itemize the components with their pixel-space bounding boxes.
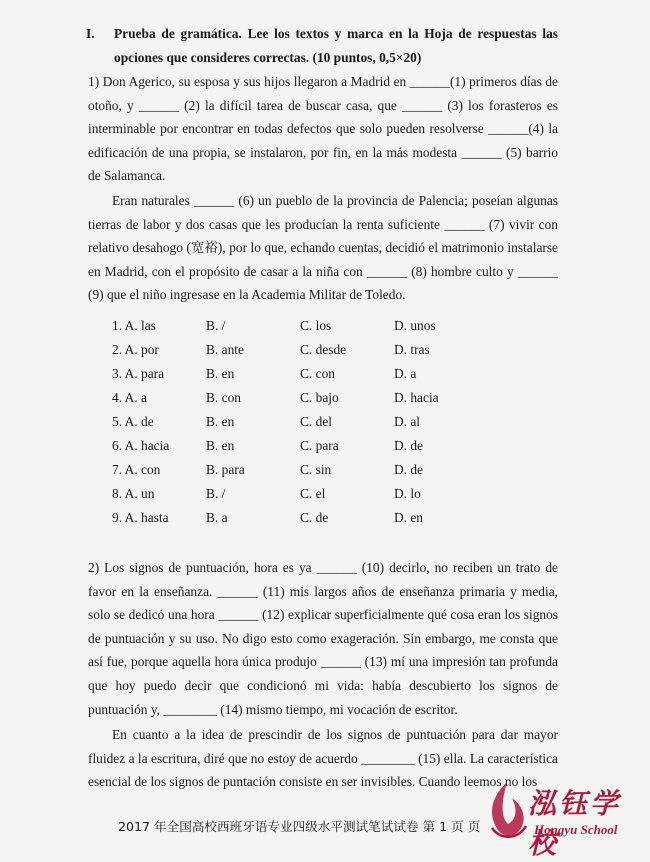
option-a: 2. A. por xyxy=(112,342,159,357)
option-a: 1. A. las xyxy=(112,318,156,333)
option-d: D. en xyxy=(394,510,424,525)
option-row xyxy=(112,486,512,508)
option-row xyxy=(112,390,512,412)
option-row xyxy=(112,438,512,460)
option-a: 9. A. hasta xyxy=(112,510,169,525)
logo-flame-icon xyxy=(482,776,532,842)
option-b: B. en xyxy=(206,438,235,453)
option-d: D. de xyxy=(394,438,424,453)
option-b: B. en xyxy=(206,366,235,381)
option-d: D. al xyxy=(394,414,421,429)
text2-paragraph-2: En cuanto a la idea de prescindir de los signos de puntuación para dar mayor fluidez a la escritura, diré que no estoy de acuerdo ________ (15) ella. La característica esencial de los signos de puntación consiste en ser invisibles. Cuando leemos no los xyxy=(88,727,558,790)
option-d: D. tras xyxy=(394,342,430,357)
option-a: 3. A. para xyxy=(112,366,165,381)
option-d: D. lo xyxy=(394,486,421,501)
option-d: D. de xyxy=(394,462,424,477)
option-c: C. los xyxy=(300,318,332,333)
option-b: B. para xyxy=(206,462,245,477)
text1-paragraph-1: 1) Don Agerico, su esposa y sus hijos llegaron a Madrid en ______(1) primeros días de otoño, y ______ (2) la difícil tarea de buscar casa, que ______ (3) los forasteros es interminable por encontrar en todas defectos que solo pueden resolverse ______(4) la edificación de una propia, se instalaron, por fin, en la más modesta ______ (5) barrio de Salamanca. xyxy=(88,74,558,184)
option-a: 4. A. a xyxy=(112,390,147,405)
option-c: C. bajo xyxy=(300,390,339,405)
logo-chinese-name: 泓钰学校 xyxy=(528,787,622,860)
option-d: D. a xyxy=(394,366,417,381)
option-d: D. unos xyxy=(394,318,436,333)
option-c: C. sin xyxy=(300,462,332,477)
option-c: C. con xyxy=(300,366,335,381)
option-a: 6. A. hacia xyxy=(112,438,170,453)
option-c: C. de xyxy=(300,510,329,525)
section-heading xyxy=(88,22,558,69)
page-footer: 2017 年全国高校西班牙语专业四级水平测试笔试试卷 第 1 页 页 xyxy=(118,819,481,834)
text1-paragraph-2: Eran naturales ______ (6) un pueblo de la provincia de Palencia; poseían algunas tierras de labor y dos casas que les producían la renta suficiente ______ (7) vivir con relativo desahogo (宽裕), por lo que, echando cuentas, decidió el matrimonio instalarse en Madrid, con el propósito de casar a la niña con ______ (8) hombre culto y ______ (9) que el niño ingresase en la Academia Militar de Toledo. xyxy=(88,193,558,303)
option-a: 8. A. un xyxy=(112,486,155,501)
option-row xyxy=(112,318,512,340)
option-b: B. ante xyxy=(206,342,244,357)
option-row xyxy=(112,462,512,484)
option-row xyxy=(112,414,512,436)
option-row xyxy=(112,510,512,532)
option-row xyxy=(112,366,512,388)
option-b: B. con xyxy=(206,390,241,405)
option-c: C. para xyxy=(300,438,339,453)
text2-paragraph-1: 2) Los signos de puntuación, hora es ya ______ (10) decirlo, no reciben un trato de favor en la enseñanza. ______ (11) mis largos años de enseñanza primaria y media, solo se dedicó una hora ______ (12) explicar superficialmente qué cosa eran los signos de puntuación y su uso. No digo esto como exageración. Sin embargo, me consta que así fue, porque aquella hora única produjo ______ (13) mí una impresión tan profunda que hoy puedo decir que condicionó mi vida: había descubierto los signos de puntuación y, ________ (14) mismo tiempo, mi vocación de escritor. xyxy=(88,560,558,717)
option-b: B. / xyxy=(206,486,226,501)
option-c: C. desde xyxy=(300,342,347,357)
option-a: 5. A. de xyxy=(112,414,154,429)
option-b: B. / xyxy=(206,318,226,333)
option-b: B. a xyxy=(206,510,228,525)
option-a: 7. A. con xyxy=(112,462,161,477)
section-heading-text: Prueba de gramática. Lee los textos y marca en la Hoja de respuestas las opciones que consideres correctas. (10 puntos, 0,5×20) xyxy=(114,26,558,65)
option-row xyxy=(112,342,512,364)
logo-english-name: Hongyu School xyxy=(534,822,618,837)
option-c: C. el xyxy=(300,486,326,501)
hongyu-school-logo xyxy=(482,776,642,860)
option-b: B. en xyxy=(206,414,235,429)
option-c: C. del xyxy=(300,414,332,429)
section-number: I. xyxy=(86,26,95,41)
option-d: D. hacia xyxy=(394,390,439,405)
